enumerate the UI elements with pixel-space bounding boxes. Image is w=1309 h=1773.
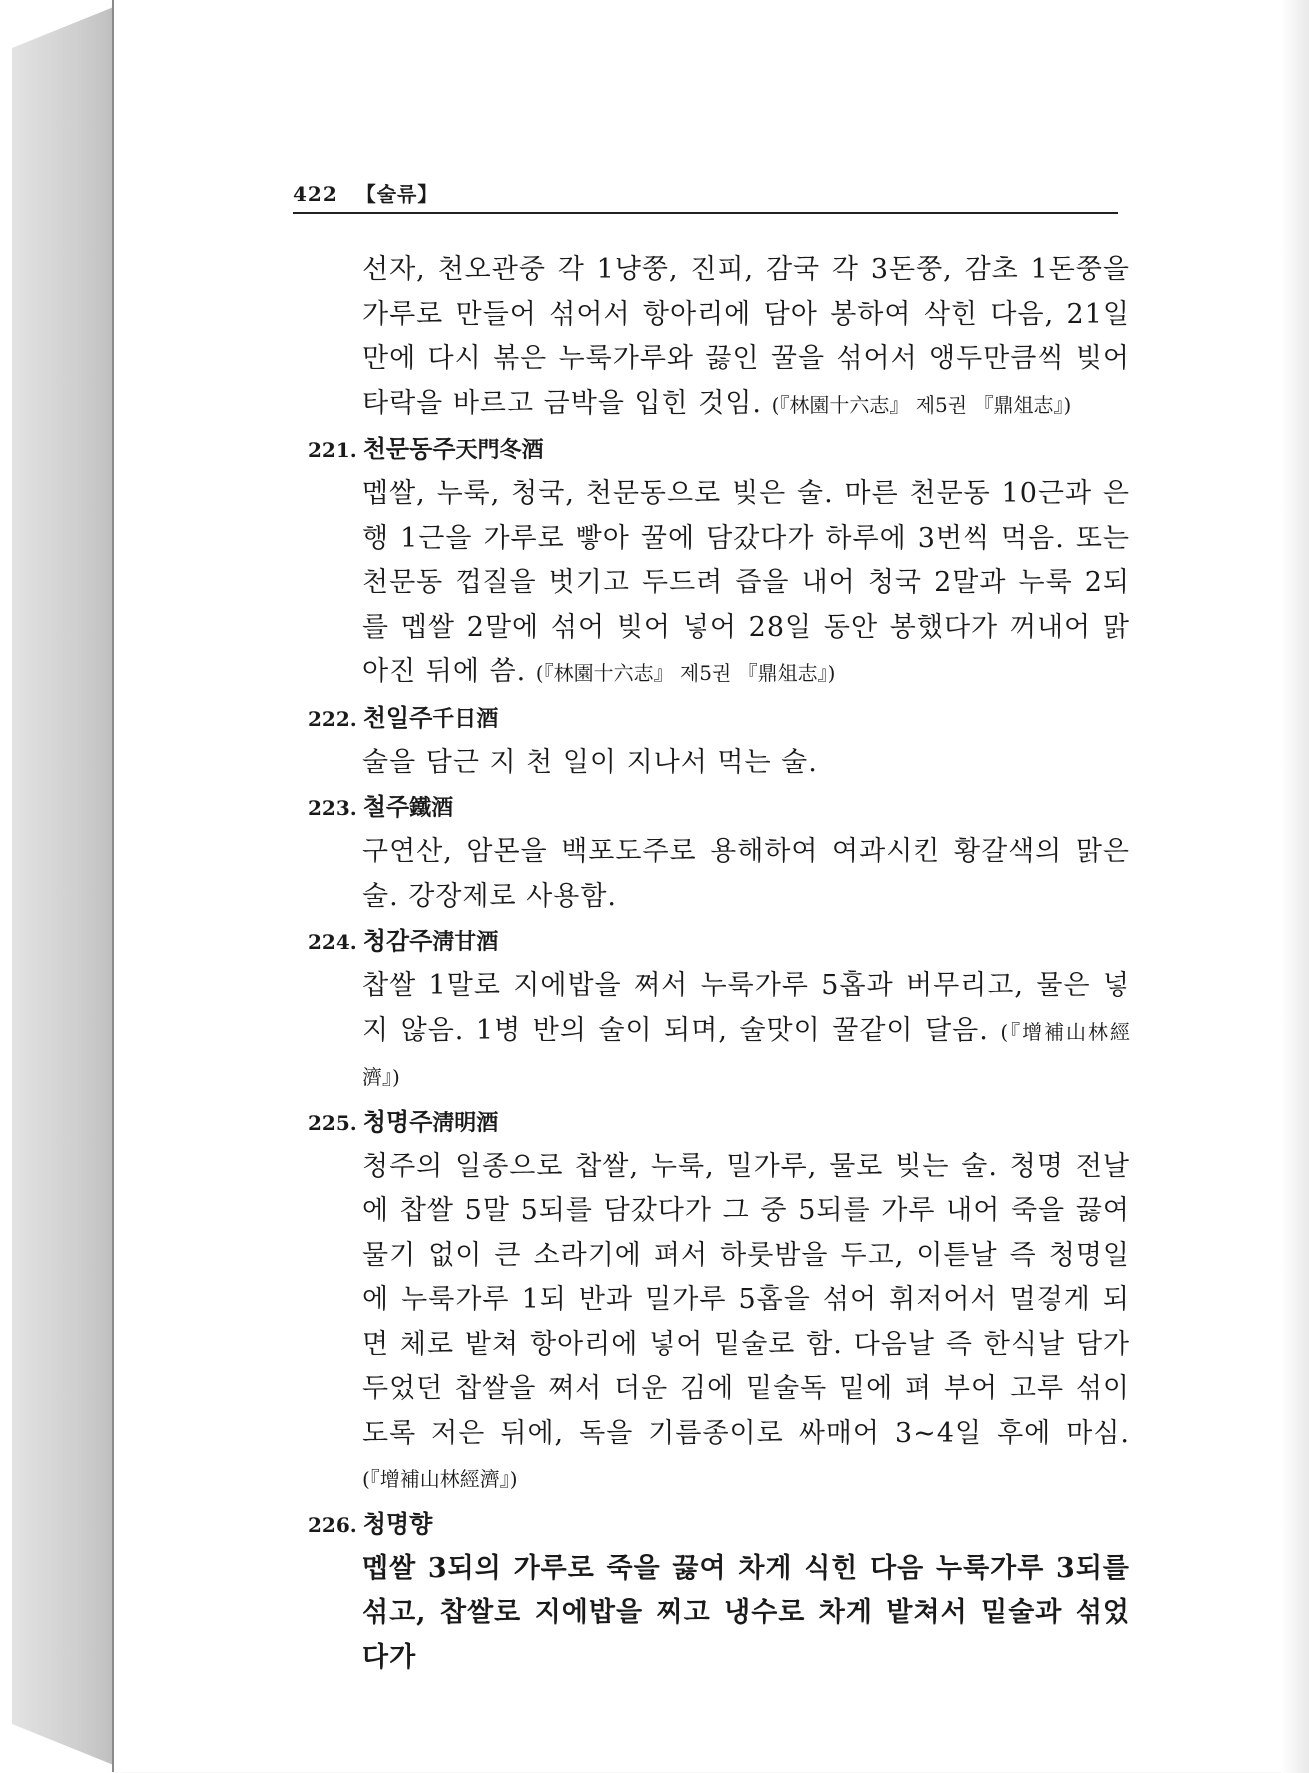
section-title: 【술류】 — [355, 182, 439, 206]
intro-text: 선자, 천오관중 각 1냥쭝, 진피, 감국 각 3돈쭝, 감초 1돈쭝을 가루로 만들어 섞어서 항아리에 담아 봉하여 삭힌 다음, 21일 만에 다시 볶은 누룩가루와 끓인 꿀을 섞어서 앵두만큼씩 빚어 타락을 바르고 금박을 입힌 것임. — [362, 254, 1130, 419]
entry-225-body — [362, 1145, 1130, 1502]
entry-citation: (『林園十六志』 제5권 『鼎俎志』) — [535, 661, 836, 685]
entry-name: 청감주 — [362, 926, 433, 955]
entry-name: 청명향 — [362, 1508, 433, 1538]
entry-225-title — [308, 1103, 1130, 1142]
page-shadow — [1281, 0, 1309, 1773]
entry-224-title — [308, 922, 1130, 961]
header-rule — [293, 212, 1118, 214]
intro-citation: (『林園十六志』 제5권 『鼎俎志』) — [771, 392, 1072, 417]
entry-221-title — [308, 430, 1130, 469]
entry-223-title — [308, 788, 1130, 827]
entry-226-title — [308, 1505, 1130, 1544]
entry-hanja: 天門冬酒 — [455, 437, 544, 463]
entry-223-body — [362, 830, 1130, 919]
entry-text: 멥쌀 3되의 가루로 죽을 끓여 차게 식힌 다음 누룩가루 3되를 섞고, 찹쌀로 지에밥을 찌고 냉수로 차게 밭쳐서 밑술과 섞었다가 — [362, 1552, 1130, 1673]
entry-citation: (『增補山林經濟』) — [362, 1019, 1130, 1089]
entry-hanja: 鐵酒 — [409, 795, 454, 821]
entry-name: 청명주 — [362, 1106, 433, 1136]
running-header — [293, 178, 1118, 207]
entry-number: 226. — [308, 1512, 357, 1537]
entry-226-body — [362, 1547, 1130, 1681]
book-edge — [12, 4, 121, 1768]
entry-224-body — [362, 964, 1130, 1100]
entry-name: 천문동주 — [362, 434, 456, 463]
entry-number: 222. — [308, 706, 357, 731]
entry-number: 224. — [308, 930, 357, 954]
entry-hanja: 淸甘酒 — [432, 929, 499, 955]
entry-hanja: 淸明酒 — [432, 1109, 499, 1136]
entry-text: 술을 담근 지 천 일이 지나서 먹는 술. — [362, 746, 818, 778]
entry-name: 천일주 — [362, 702, 433, 732]
entry-222-title — [308, 699, 1130, 738]
entry-text: 멥쌀, 누룩, 청국, 천문동으로 빚은 술. 마른 천문동 10근과 은행 1근을 가루로 빻아 꿀에 담갔다가 하루에 3번씩 먹음. 또는 천문동 껍질을 벗기고 두드려 즙을 내어 청국 2말과 누룩 2되를 멥쌀 2말에 섞어 빚어 넣어 28일 동안 봉했다가 꺼내어 맑아진 뒤에 씀. — [362, 478, 1130, 687]
entry-number: 225. — [308, 1110, 357, 1135]
entry-name: 철주 — [362, 792, 410, 821]
entry-221-body — [362, 472, 1130, 696]
entry-number: 223. — [308, 796, 357, 820]
intro-paragraph — [362, 248, 1130, 427]
entry-number: 221. — [308, 438, 357, 462]
entry-text: 찹쌀 1말로 지에밥을 쪄서 누룩가루 5홉과 버무리고, 물은 넣지 않음. 1병 반의 술이 되며, 술맛이 꿀같이 달음. — [362, 970, 1130, 1046]
entry-hanja: 千日酒 — [432, 705, 499, 732]
entry-222-body — [362, 741, 1130, 786]
page-number: 422 — [293, 182, 338, 206]
entry-text: 구연산, 암몬을 백포도주로 용해하여 여과시킨 황갈색의 맑은 술. 강장제로 사용함. — [362, 836, 1130, 912]
entry-text: 청주의 일종으로 찹쌀, 누룩, 밀가루, 물로 빚는 술. 청명 전날에 찹쌀 5말 5되를 담갔다가 그 중 5되를 가루 내어 죽을 끓여 물기 없이 큰 소라기에 펴서 하룻밤을 두고, 이튿날 즉 청명일에 누룩가루 1되 반과 밀가루 5홉을 섞어 휘저어서 멀겋게 되면 체로 밭쳐 항아리에 넣어 밑술로 함. 다음날 즉 한식날 담가 두었던 찹쌀을 쪄서 더운 김에 밑술독 밑에 펴 부어 고루 섞이도록 저은 뒤에, 독을 기름종이로 싸매어 3~4일 후에 마심. — [362, 1150, 1130, 1449]
page-content — [308, 248, 1130, 1680]
entry-citation: (『增補山林經濟』) — [362, 1467, 518, 1491]
